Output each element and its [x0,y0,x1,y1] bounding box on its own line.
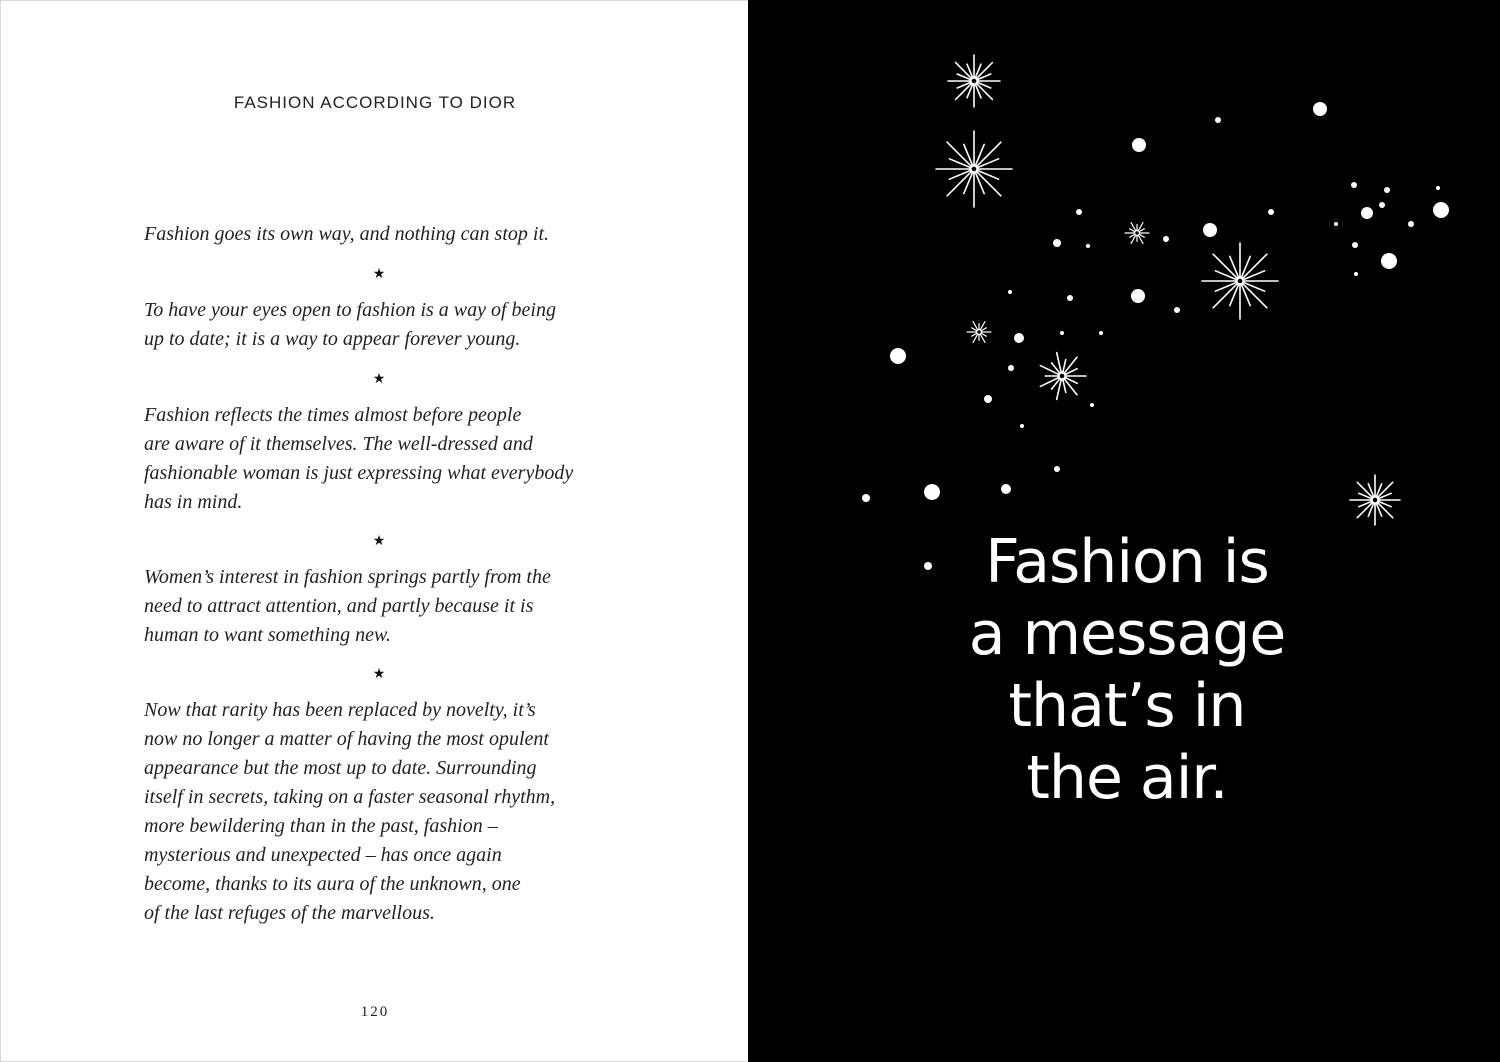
quote-line: appearance but the most up to date. Surrounding [144,757,537,779]
feature-quote-line: a message [968,599,1286,669]
quote-4 [144,563,644,650]
star-dot-icon [1076,209,1082,215]
star-dot-icon [1352,242,1358,248]
star-dot-icon [1008,365,1014,371]
quote-line: fashionable woman is just expressing what everybody [144,462,574,484]
star-dot-icon [1215,117,1221,123]
star-dot-icon [1436,186,1440,190]
star-dot-icon [1020,424,1024,428]
star-separator: ★ [372,266,386,282]
star-dot-icon [1090,403,1094,407]
star-dot-icon [924,484,940,500]
feature-quote [922,526,1332,814]
quote-1 [144,220,644,249]
quote-line: Fashion goes its own way, and nothing can stop it. [144,223,550,245]
star-dot-icon [1268,209,1274,215]
star-dot-icon [1163,236,1169,242]
quote-line: Now that rarity has been replaced by novelty, it’s [144,699,536,721]
quote-line: human to want something new. [144,624,391,646]
quote-line: itself in secrets, taking on a faster seasonal rhythm, [144,786,556,808]
left-page [0,0,748,1062]
starburst-icon [936,131,1012,207]
quote-line: To have your eyes open to fashion is a way of being [144,299,556,321]
quote-line: are aware of it themselves. The well-dressed and [144,433,533,455]
star-dot-icon [1334,222,1338,226]
star-dot-icon [1384,187,1390,193]
right-page [748,0,1500,1062]
starburst-icon [1202,243,1278,319]
quote-line: of the last refuges of the marvellous. [144,902,435,924]
starburst-icon [1040,353,1086,400]
quote-2 [144,296,644,354]
feature-quote-line: the air. [1026,743,1228,813]
star-dot-icon [1060,331,1064,335]
star-dot-icon [1132,138,1146,152]
running-head: FASHION ACCORDING TO DIOR [233,93,517,112]
star-separator: ★ [372,533,386,549]
star-dot-icon [1014,333,1024,343]
star-dot-icon [1174,307,1180,313]
star-dot-icon [1351,182,1357,188]
star-dot-icon [1354,272,1358,276]
page-number: 120 [360,1004,390,1020]
star-dot-icon [1361,207,1373,219]
quote-line: become, thanks to its aura of the unknown, one [144,873,521,895]
quote-5 [144,696,644,928]
quote-3 [144,401,644,517]
quote-line: Fashion reflects the times almost before people [144,404,522,426]
star-dot-icon [1008,290,1012,294]
star-dot-icon [890,348,906,364]
quote-line: more bewildering than in the past, fashion – [144,815,498,837]
starburst-icon [948,55,1000,107]
star-dot-icon [1379,202,1385,208]
star-dot-icon [1099,331,1103,335]
star-dot-icon [1313,102,1327,116]
star-dot-icon [1001,484,1011,494]
star-dot-icon [1408,221,1414,227]
star-dot-icon [1381,253,1397,269]
star-dot-icon [984,395,992,403]
star-dot-icon [1067,295,1073,301]
starburst-icon [1125,223,1149,244]
star-separator: ★ [372,371,386,387]
feature-quote-line: that’s in [1008,671,1246,741]
star-dot-icon [1053,239,1061,247]
star-dot-icon [1086,244,1090,248]
quote-line: need to attract attention, and partly because it is [144,595,534,617]
quote-line: up to date; it is a way to appear forever young. [144,328,521,350]
star-dot-icon [1203,223,1217,237]
starburst-icon [967,322,991,343]
starburst-icon [1350,475,1400,525]
star-dot-icon [1054,466,1060,472]
feature-quote-line: Fashion is [985,527,1269,597]
star-separator: ★ [372,666,386,682]
quote-line: Women’s interest in fashion springs partly from the [144,566,551,588]
star-dot-icon [1433,202,1449,218]
quote-line: has in mind. [144,491,243,513]
quote-line: now no longer a matter of having the most opulent [144,728,549,750]
star-dot-icon [1131,289,1145,303]
quote-line: mysterious and unexpected – has once again [144,844,502,866]
star-dot-icon [862,494,870,502]
